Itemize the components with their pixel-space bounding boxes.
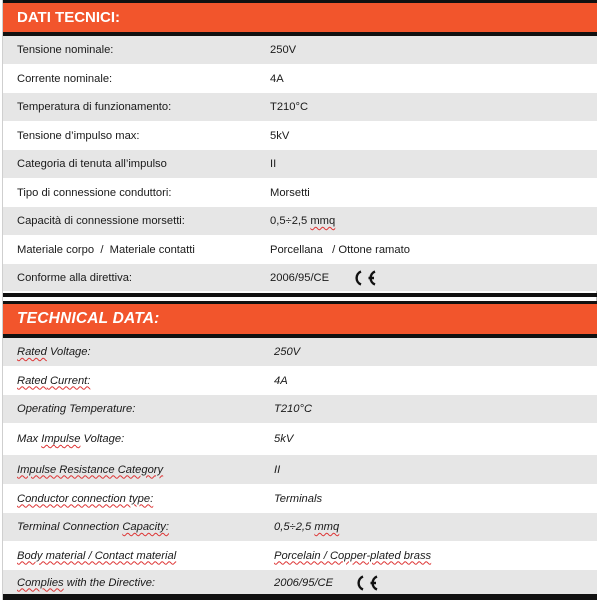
label-part: Voltage: [46,346,91,358]
value-text: 0,5÷2,5 [274,521,315,533]
row-label: Tensione d’impulso max: [17,129,140,142]
label-word: Rated [17,374,47,387]
row-label [3,375,270,387]
row-label [3,433,270,445]
table-row [3,484,597,513]
value-unit: mmq [310,215,336,227]
table-row [3,338,597,366]
value-text: 0,5÷2,5 [270,215,311,227]
label-part: Complies [17,576,64,589]
label-part: Capacity: [122,521,169,533]
table-row [3,121,597,150]
row-value: T210°C [270,101,309,113]
row-label: Operating Temperature: [17,403,136,415]
row-label: Materiale corpo / Materiale contatti [17,243,195,256]
label-part: Terminal Connection [17,521,123,533]
row-value: Porcellana / Ottone ramato [270,243,410,256]
row-value [270,550,597,562]
table-row [3,395,597,423]
row-value: Morsetti [270,186,310,199]
row-value: II [274,463,281,476]
table-row [3,235,597,264]
value-text: 2006/95/CE [274,576,334,589]
row-label [3,521,270,533]
row-value: 4A [274,374,288,387]
row-value: Terminals [274,492,323,505]
row-value: 4A [270,72,284,85]
label-part: Impulse Resistance Category [17,463,164,476]
table-row [3,455,597,484]
table-row [3,513,597,541]
row-label [3,346,270,358]
table-row [3,64,597,93]
label-part [17,375,90,387]
table-row [3,150,597,178]
label-part: Impulse [41,433,81,445]
table-row [3,93,597,121]
italian-table-title: DATI TECNICI: [17,9,121,26]
ce-mark-icon [351,573,381,593]
table-row [3,423,597,455]
bottom-border [3,594,597,600]
english-table-title: TECHNICAL DATA: [17,310,160,327]
table-row [3,541,597,570]
row-label: Tipo di connessione conduttori: [17,186,172,199]
value-text: Porcelain / Copper-plated brass [274,549,432,562]
value-unit: mmq [314,521,340,533]
row-label: Tensione nominale: [17,44,114,56]
label-part: Rated [17,346,47,358]
row-value: 5kV [274,433,294,445]
row-label [3,493,270,505]
table-row [3,207,597,235]
label-part: with the Directive: [63,576,156,589]
row-label: Conforme alla direttiva: [17,271,133,284]
row-value [270,268,597,288]
ce-mark-icon [349,268,379,288]
row-label: Corrente nominale: [17,72,113,85]
value-text: 2006/95/CE [270,271,330,284]
table-row [3,366,597,395]
row-label: Categoria di tenuta all’impulso [17,158,167,170]
row-value: T210°C [274,403,313,415]
italian-table-header [3,0,597,36]
label-part: Max [17,433,42,445]
row-value [270,215,597,227]
row-label [3,464,270,476]
label-part: Voltage: [80,433,125,445]
row-label: Temperatura di funzionamento: [17,101,172,113]
row-value [270,521,597,533]
row-value [270,573,597,593]
row-label: Capacità di connessione morsetti: [17,215,185,227]
label-part: Conductor connection type: [17,492,154,505]
label-part: Body material / Contact material [17,549,177,562]
label-word: Current: [46,374,91,387]
row-label [3,577,270,589]
table-row [3,178,597,207]
row-value: II [270,158,277,170]
row-value: 250V [270,44,297,56]
row-label [3,550,270,562]
table-row [3,36,597,64]
section-divider [3,293,597,297]
english-tech-table [3,301,597,595]
row-value: 250V [274,346,301,358]
english-table-header [3,301,597,338]
table-row [3,264,597,291]
table-row [3,570,597,595]
row-value: 5kV [270,129,290,142]
italian-tech-table [3,0,597,291]
